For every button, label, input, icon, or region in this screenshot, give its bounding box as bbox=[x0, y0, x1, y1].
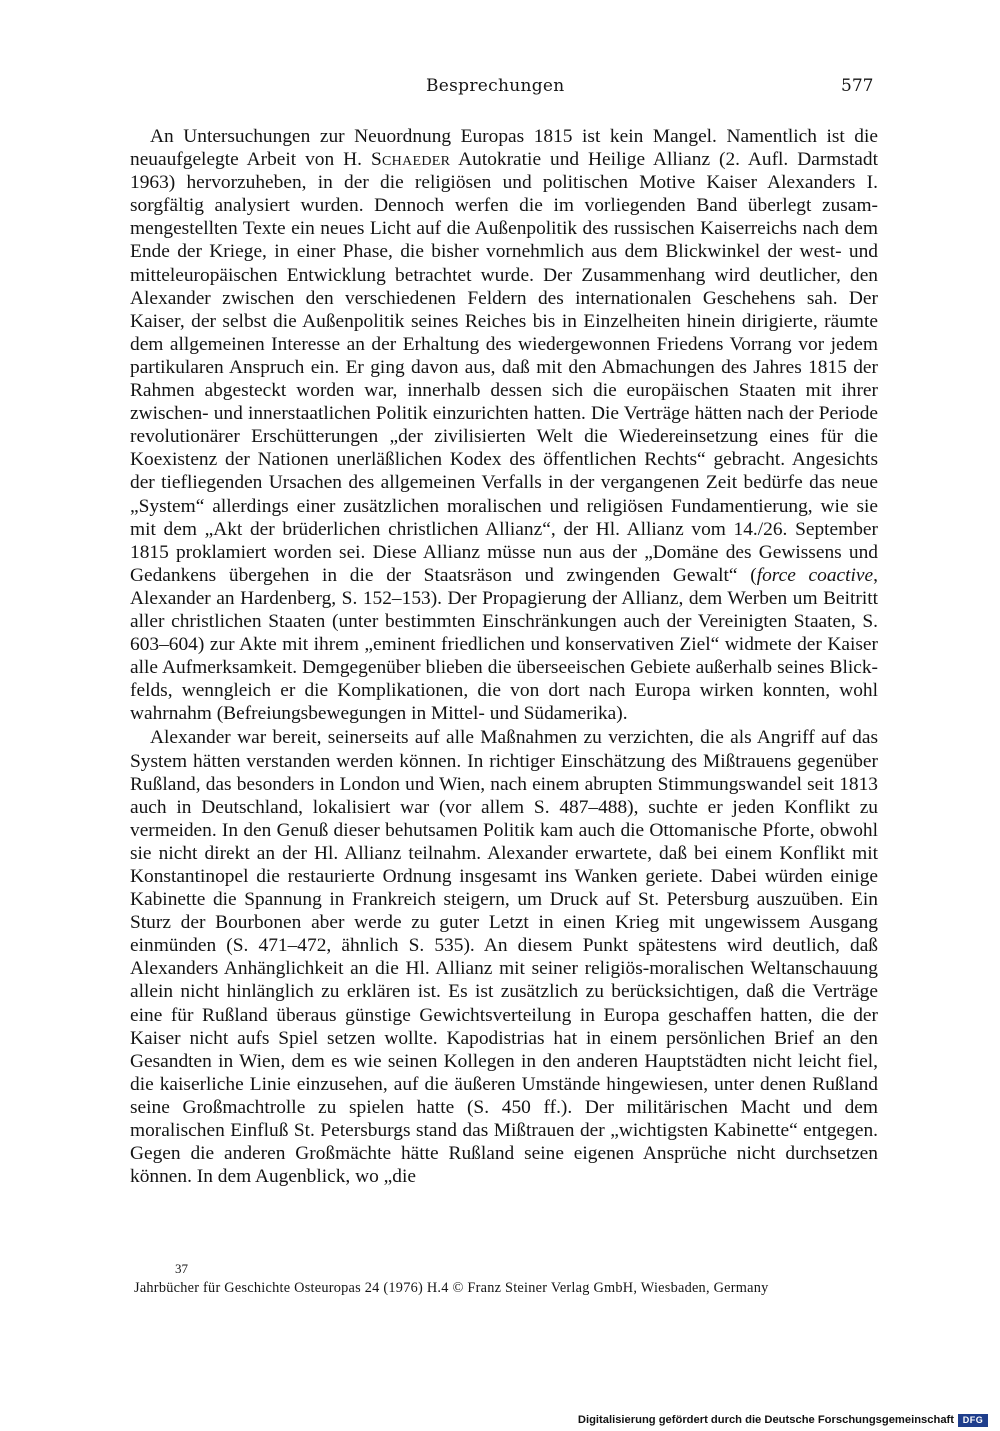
italic-term: force coactive bbox=[756, 564, 874, 586]
paragraph-1-part-b: Autokratie und Heilige Allianz (2. Aufl. Darmstadt 1963) hervorzuheben, in der die religiösen und politischen Motive Kaiser Alexanders I. sorgfältig analysiert wurden. Dennoch werfen die im vorliegenden Band überlegt zusammengestellten Texte ein neues Licht auf die Außenpolitik des russischen Kaiserreichs nach dem Ende der Kriege, in einer Phase, die bisher vornehmlich aus dem Blickwinkel der west- und mitteleuropäischen Entwicklung betrachtet wurde. Der Zusammenhang wird deutlicher, den Alexander zwischen den verschiedenen Feldern des internationalen Geschehens sah. Der Kaiser, der selbst die Außenpolitik seines Reiches bis in Einzelheiten hinein dirigierte, räumte dem allgemeinen Interesse an der Erhaltung des wiedergewonnen Friedens Vorrang vor jedem partikularen Anspruch ein. Er ging davon aus, daß mit den Abmachungen des Jahres 1815 der Rahmen abgesteckt worden war, innerhalb dessen sich die europäischen Staaten mit ihrer zwischen- und innerstaatlichen Politik einzurichten hatten. Die Verträge hätten nach der Periode revolutionärer Erschütterungen „der zivilisierten Welt die Wiedereinsetzung eines für die Koexistenz der Nationen unerläßlichen Kodex des öffentlichen Rechts“ gebracht. Angesichts der tiefliegenden Ursachen des allgemeinen Verfalls in der vergangenen Zeit bedürfe das neue „System“ allerdings einer zusätzlichen moralischen und religiösen Fundamentierung, wie sie mit dem „Akt der brüderlichen christlichen Allianz“, der Hl. Allianz vom 14./26. September 1815 proklamiert worden sei. Diese Allianz müsse nun aus der „Domäne des Gewissens und Gedankens übergehen in die der Staatsräson und zwingenden Gewalt“ ( bbox=[130, 149, 878, 586]
dfg-logo-icon: DFG bbox=[958, 1414, 988, 1427]
running-head-title: Besprechungen bbox=[426, 76, 565, 96]
paragraph-2: Alexander war bereit, seinerseits auf alle Maßnahmen zu verzichten, die als Angriff auf das System hätten verstanden werden können. In richtiger Einschätzung des Mißtrauens gegenüber Rußland, das besonders in London und Wien, nach einem abrupten Stimmungswandel seit 1813 auch in Deutschland, lokalisiert war (vor allem S. 487–488), suchte er jeden Konflikt zu vermeiden. In den Genuß dieser behutsamen Politik kam auch die Ottomanische Pforte, obwohl sie nicht direkt an der Hl. Allianz teilnahm. Alexander erwartete, daß bei einem Konflikt mit Konstantinopel die restaurierte Ordnung insgesamt ins Wanken geriete. Dabei würden einige Kabinette die Spannung in Frankreich steigern, um Druck auf St. Petersburg auszuüben. Ein Sturz der Bourbonen aber werde zu guter Letzt in einen Krieg mit ungewissem Ausgang einmünden (S. 471–472, ähnlich S. 535). An diesem Punkt spätestens wird deutlich, daß Alexanders Anhänglichkeit an die Hl. Allianz mit seiner religiös-moralischen Weltanschauung allein nicht hinlänglich zu erklären ist. Es ist zusätzlich zu berücksichtigen, daß die Verträge eine für Rußland überaus günstige Gewichtsverteilung in Europa geschaffen hatten, die der Kaiser nicht aufs Spiel setzen wollte. Kapodistrias hat in einem persönlichen Brief an den Gesandten in Wien, dem es wie seinen Kollegen in den anderen Hauptstädten nicht leicht fiel, die kaiserliche Linie einzusehen, auf die äußeren Umstände hingewiesen, unter denen Rußland seine Großmachtrolle zu spielen hatte (S. 450 ff.). Der militärischen Macht und dem moralischen Einfluß St. Petersburgs stand das Mißtrauen der „wichtigsten Kabinette“ entgegen. Gegen die anderen Großmächte hätte Rußland seine eigenen Ansprüche nicht durchsetzen können. In dem Augenblick, wo „die bbox=[130, 727, 878, 1188]
digitization-text: Digitalisierung gefördert durch die Deutsche Forschungsgemeinschaft bbox=[577, 1414, 954, 1426]
digitization-note bbox=[578, 1413, 988, 1427]
signature-mark: 37 bbox=[175, 1261, 188, 1276]
journal-footer: Jahrbücher für Geschichte Osteuropas 24 (1976) H.4 © Franz Steiner Verlag GmbH, Wiesbaden, Germany bbox=[134, 1280, 769, 1296]
paragraph-1-part-c: , Alexander an Hardenberg, S. 152–153). Der Propagierung der Allianz, dem Werben um Beitritt aller christlichen Staaten (unter bestimmten Einschränkungen auch der Vereinigten Staaten, S. 603–604) zur Akte mit ihrem „eminent friedlichen und konservativen Ziel“ widmete der Kaiser alle Aufmerksamkeit. Demgegenüber blieben die überseeischen Gebiete außerhalb seines Blickfelds, wenngleich er die Komplikationen, die von dort nach Europa wirken konnten, wohl wahrnahm (Befreiungsbewegungen in Mittel- und Südamerika). bbox=[130, 564, 878, 725]
paragraph-1 bbox=[130, 125, 878, 725]
paragraph-1-part-a: An Untersuchungen zur Neuordnung Europas 1815 ist kein Mangel. Namentlich ist die neuaufgelegte Arbeit von H. bbox=[130, 126, 878, 171]
running-head bbox=[0, 76, 1000, 102]
page-number: 577 bbox=[841, 76, 874, 96]
author-name-schaeder: Schaeder bbox=[370, 149, 451, 171]
review-body bbox=[130, 125, 878, 1188]
